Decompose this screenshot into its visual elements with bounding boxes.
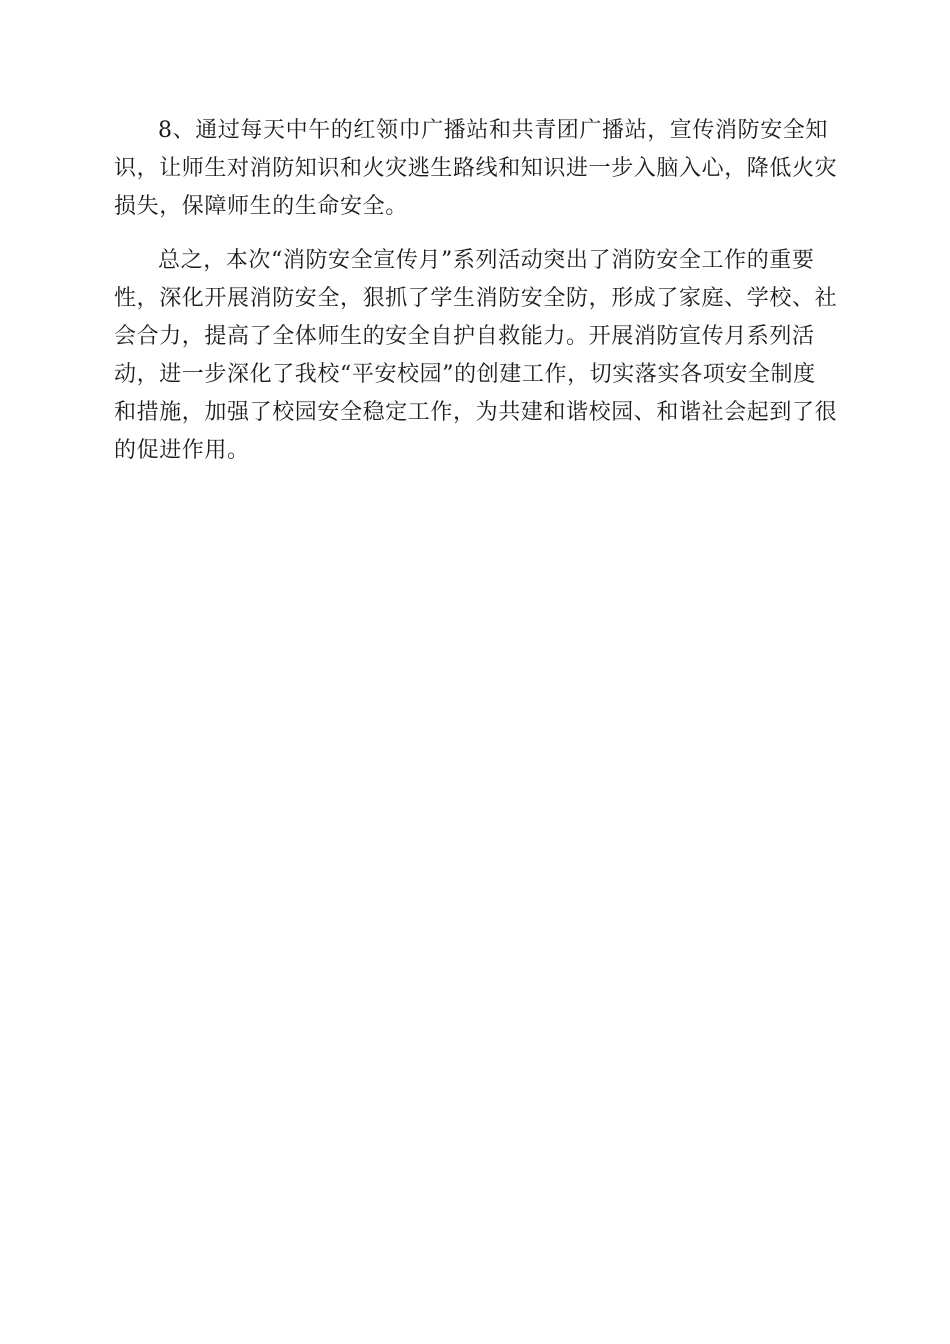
text-line: 识，让师生对消防知识和火灾逃生路线和知识进一步入脑入心，降低火灾 xyxy=(114,156,838,181)
text-line: 动，进一步深化了我校“平安校园”的创建工作，切实落实各项安全制度 xyxy=(114,362,816,387)
paragraph-summary xyxy=(114,242,838,470)
document-body xyxy=(114,112,838,470)
text-line: 8、通过每天中午的红领巾广播站和共青团广播站，宣传消防安全知 xyxy=(158,118,828,143)
text-line: 的促进作用。 xyxy=(114,438,250,463)
text-line: 总之，本次“消防安全宣传月”系列活动突出了消防安全工作的重要 xyxy=(158,248,815,273)
text-line: 和措施，加强了校园安全稳定工作，为共建和谐校园、和谐社会起到了很 xyxy=(114,400,838,425)
text-line: 性，深化开展消防安全，狠抓了学生消防安全防，形成了家庭、学校、社 xyxy=(114,286,838,311)
text-line: 会合力，提高了全体师生的安全自护自救能力。开展消防宣传月系列活 xyxy=(114,324,815,349)
text-line: 损失，保障师生的生命安全。 xyxy=(114,194,408,219)
paragraph-item-8 xyxy=(114,112,838,226)
